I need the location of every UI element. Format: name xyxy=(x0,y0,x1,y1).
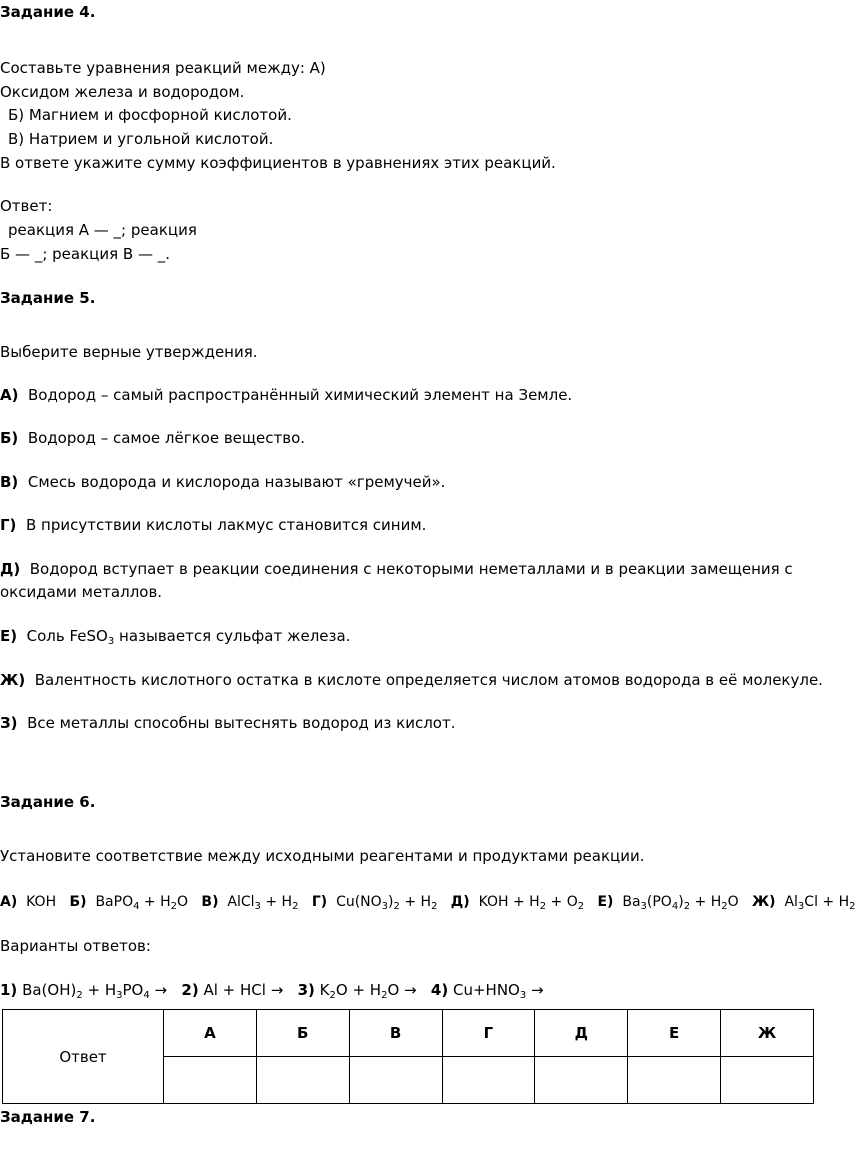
task4-line5: В ответе укажите сумму коэффициентов в уравнениях этих реакций. xyxy=(0,154,556,172)
statement-letter: Е) xyxy=(0,627,18,645)
header-cell-d: Д xyxy=(535,1010,628,1057)
reagent-2: Al + HCl → xyxy=(203,981,284,999)
statement-text: называется сульфат железа. xyxy=(114,627,351,645)
statement-text: Соль FeSO xyxy=(26,627,108,645)
statement-letter: З) xyxy=(0,714,18,732)
header-cell-b: Б xyxy=(256,1010,349,1057)
reagent-num-1: 1) xyxy=(0,981,18,999)
header-cell-a: А xyxy=(164,1010,257,1057)
statement-text: Валентность кислотного остатка в кислоте определяется числом атомов водорода в её молекуле. xyxy=(34,671,823,689)
statement-v xyxy=(0,472,445,492)
task4-title: Задание 4. xyxy=(0,3,96,21)
statement-text: Водород – самый распространённый химический элемент на Земле. xyxy=(28,386,573,404)
answer-cell-d[interactable] xyxy=(535,1057,628,1104)
product-letter-b: Б) xyxy=(69,894,87,910)
statement-z xyxy=(0,713,455,733)
task4-answer-label: Ответ: xyxy=(0,197,53,215)
product-g: $Cu(NO_3)_2 + H_2$ xyxy=(336,894,438,912)
reagent-num-3: 3) xyxy=(297,981,315,999)
product-letter-a: А) xyxy=(0,894,18,910)
statement-e xyxy=(0,626,350,646)
header-cell-e: Е xyxy=(628,1010,721,1057)
product-e: $Ba_3(PO_4)_2 + H_2O$ xyxy=(622,894,739,912)
statement-d-cont: оксидами металлов. xyxy=(0,583,163,601)
product-b: BaPO$_4$ + $H_2O$ xyxy=(95,894,189,912)
reagent-num-2: 2) xyxy=(181,981,199,999)
statement-letter: Д) xyxy=(0,560,21,578)
statement-letter: Г) xyxy=(0,516,17,534)
header-cell-v: В xyxy=(349,1010,442,1057)
answer-cell-v[interactable] xyxy=(349,1057,442,1104)
statement-text: Смесь водорода и кислорода называют «гремучей». xyxy=(27,473,446,491)
answer-cell-e[interactable] xyxy=(628,1057,721,1104)
statement-g xyxy=(0,515,426,535)
answer-cell-zh[interactable] xyxy=(721,1057,814,1104)
statement-a xyxy=(0,385,572,405)
product-letter-zh: Ж) xyxy=(752,894,776,910)
statement-text: Все металлы способны вытеснять водород из кислот. xyxy=(27,714,456,732)
variants-label: Варианты ответов: xyxy=(0,937,151,955)
header-cell-zh: Ж xyxy=(721,1010,814,1057)
reagents-line xyxy=(0,980,544,1000)
product-zh: $Al_3Cl + H_2$ xyxy=(784,894,856,912)
statement-text: Водород – самое лёгкое вещество. xyxy=(27,429,306,447)
answer-row-label: Ответ xyxy=(3,1010,164,1104)
statement-text: В присутствии кислоты лакмус становится синим. xyxy=(25,516,427,534)
answer-cell-a[interactable] xyxy=(164,1057,257,1104)
answer-cell-b[interactable] xyxy=(256,1057,349,1104)
table-row xyxy=(3,1010,814,1057)
statement-letter: Б) xyxy=(0,429,19,447)
answer-cell-g[interactable] xyxy=(442,1057,535,1104)
task7-title: Задание 7. xyxy=(0,1108,96,1126)
statement-text: Водород вступает в реакции соединения с некоторыми неметаллами и в реакции замещения с xyxy=(29,560,793,578)
task4-answer-line1: реакция А — _; реакция xyxy=(8,221,197,239)
product-letter-e: Е) xyxy=(597,894,614,910)
product-v: AlCl$_3$ + $H_2$ xyxy=(227,894,299,912)
reagent-4: $Cu+HNO_3$ → xyxy=(453,981,544,1001)
task6-title: Задание 6. xyxy=(0,793,96,811)
reagent-3: $K_2O + H_2O$ → xyxy=(319,981,417,1001)
task4-line2: Оксидом железа и водородом. xyxy=(0,83,245,101)
statement-letter: Ж) xyxy=(0,671,26,689)
task4-line3: Б) Магнием и фосфорной кислотой. xyxy=(8,106,292,124)
reagent-1: $Ba(OH)_2 + H_3PO_4$ → xyxy=(22,981,168,1001)
product-letter-d: Д) xyxy=(450,894,470,910)
product-d: KOH + $H_2 + O_2$ xyxy=(478,894,585,912)
header-cell-g: Г xyxy=(442,1010,535,1057)
product-letter-g: Г) xyxy=(311,894,328,910)
statement-d xyxy=(0,559,793,579)
statement-zh xyxy=(0,670,823,690)
statement-letter: А) xyxy=(0,386,19,404)
subscript: 3 xyxy=(107,636,115,647)
reagent-num-4: 4) xyxy=(430,981,449,999)
product-letter-v: В) xyxy=(201,894,219,910)
task5-title: Задание 5. xyxy=(0,289,96,307)
task6-intro: Установите соответствие между исходными реагентами и продуктами реакции. xyxy=(0,847,645,865)
task5-intro: Выберите верные утверждения. xyxy=(0,343,258,361)
statement-b xyxy=(0,428,305,448)
task4-line4: В) Натрием и угольной кислотой. xyxy=(8,130,274,148)
task4-line1: Составьте уравнения реакций между: А) xyxy=(0,59,326,77)
statement-letter: В) xyxy=(0,473,19,491)
product-a: KOH xyxy=(26,894,57,910)
products-line xyxy=(0,892,856,912)
task4-answer-line2: Б — _; реакция В — _. xyxy=(0,245,170,263)
answer-table xyxy=(2,1009,814,1104)
